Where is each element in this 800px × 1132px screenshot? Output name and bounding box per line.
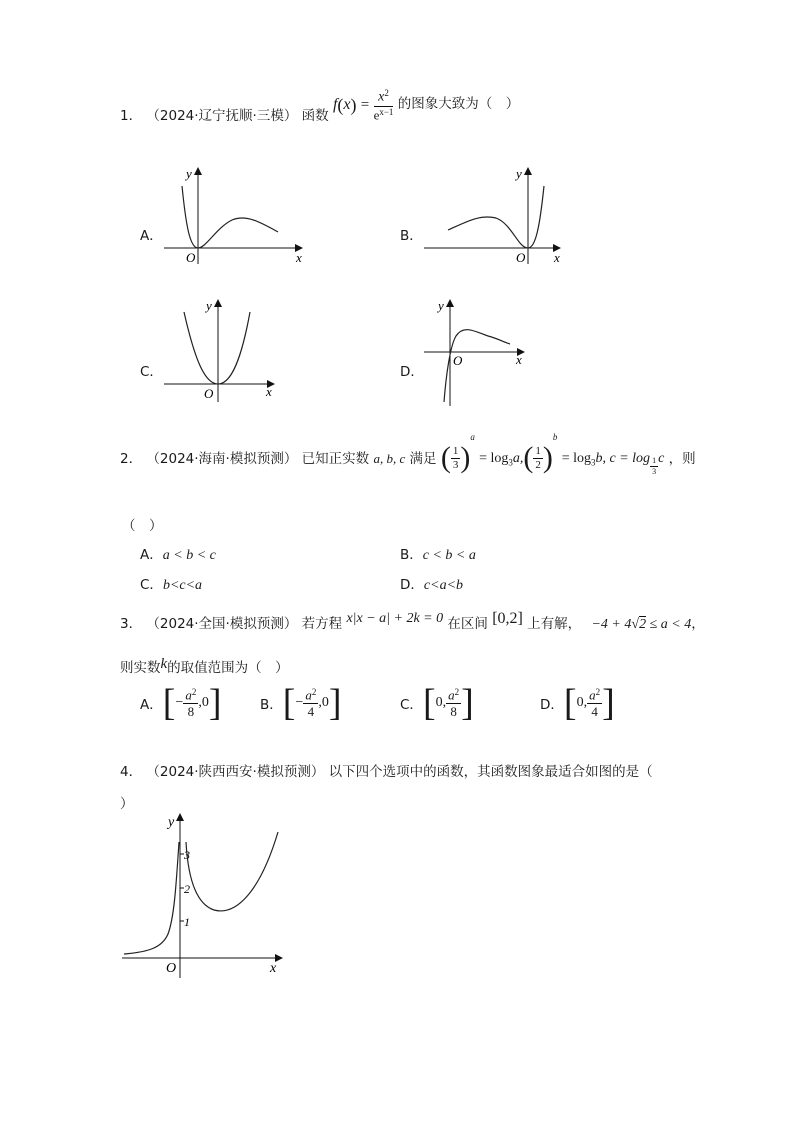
q2-f2-den: 2 <box>535 458 541 471</box>
q1-denom: e <box>373 107 380 123</box>
q3-option-a-right: ,0 <box>198 695 209 710</box>
q1-number: 1． <box>120 108 143 124</box>
q3-option-c: C．[0, $\frac{a^2}{8}$ ] <box>400 682 474 724</box>
q1b-x-label: x <box>554 250 560 265</box>
q1c-origin: O <box>204 386 214 401</box>
q2-eq1: = log <box>479 451 509 466</box>
q2-formula: ( $\frac{1}{3}$ )$^a = \log_3a$,( $\frac{1}{2}$ )$^b = \log_3b$, c = log $\frac{1}{3}$ c <box>440 432 665 476</box>
q4-tick-label-2: 2 <box>184 882 190 896</box>
q2-f1-den: 3 <box>452 458 459 471</box>
q1d-origin: O <box>453 353 463 368</box>
q1-numer-exp: 2 <box>384 87 389 98</box>
q3-option-c-left: 0, <box>435 695 447 710</box>
q1b-y-label: y <box>516 166 522 181</box>
q2-option-a <box>140 543 216 564</box>
q3-condition: −4 + 4√2 ≤ a < 4 <box>591 617 692 632</box>
q3-option-a-num: a <box>185 687 192 703</box>
q4-line2: ） <box>120 796 134 812</box>
q2-number: 2． <box>120 451 143 467</box>
q2-base2: 3 <box>591 457 596 468</box>
q1-numer: x <box>378 89 385 105</box>
q1-denom-exp: x−1 <box>379 106 394 117</box>
q3-pre: 若方程 <box>301 616 343 632</box>
q2-option-c-text: b<c<a <box>162 578 203 593</box>
q1b-origin: O <box>516 250 526 265</box>
q4-x-label: x <box>270 961 277 976</box>
q1-option-d-label: D． <box>400 364 424 380</box>
q2-option-d <box>400 573 463 594</box>
q2-option-d-label: D． <box>400 577 424 593</box>
q2-base3-den: 3 <box>652 467 657 476</box>
q3-option-a-den: 8 <box>187 703 195 719</box>
q1-fraction <box>374 89 394 121</box>
q3-condition-a: −4 + 4 <box>591 617 632 632</box>
q1-equals: = <box>360 97 370 113</box>
q3-option-a-exp: 2 <box>191 687 197 698</box>
q2-option-d-text: c<a<b <box>423 578 464 593</box>
q4-tick-label-1: 1 <box>184 915 190 929</box>
q1c-curve <box>184 312 250 384</box>
q4-source: （2024·陕西西安·模拟预测） <box>146 764 325 780</box>
q3-condition-b: ≤ a < 4 <box>646 617 692 632</box>
q2-option-b-text: c < b < a <box>422 548 476 563</box>
q1c-y-label: y <box>206 298 212 313</box>
q3-mid: 在区间 <box>447 616 488 632</box>
q1c-x-label: x <box>266 384 272 399</box>
q2-exp-a: a <box>470 432 475 442</box>
q1a-origin: O <box>186 250 196 265</box>
q3-option-c-den: 8 <box>450 703 457 719</box>
q3-mid2: 上有解， <box>527 616 582 632</box>
q3-option-b-den: 4 <box>307 703 315 719</box>
q3-option-d-left: 0, <box>576 695 588 710</box>
q1-graph-b <box>420 164 570 266</box>
q3-option-a-label: A． <box>140 697 163 713</box>
q2-eq2: = log <box>561 451 591 466</box>
q4-number: 4． <box>120 764 143 780</box>
q3-tail: ， <box>691 616 705 632</box>
q3-line <box>120 612 705 633</box>
q1d-y-label: y <box>438 298 444 313</box>
q2-option-a-text: a < b < c <box>162 548 216 563</box>
q2-pre: 已知正实数 <box>301 451 370 467</box>
q4-tick-label-3: 3 <box>184 848 190 862</box>
q1-f: f <box>332 96 338 113</box>
q1-line <box>120 87 520 144</box>
q2-exp-b: b <box>552 432 558 442</box>
q2-base1: 3 <box>508 457 513 468</box>
q3-option-d-num: a <box>589 687 596 703</box>
q2-mid: 满足 <box>409 451 437 467</box>
q2-option-b <box>400 543 476 564</box>
q3-option-c-label: C． <box>400 697 423 713</box>
q2-tail: ，则 <box>668 451 696 467</box>
q1-x: x <box>343 96 351 113</box>
q3-k: k <box>160 656 168 672</box>
q3-option-c-exp: 2 <box>454 687 460 698</box>
q3-option-b-label: B． <box>260 697 283 713</box>
q2-option-c-label: C． <box>140 577 163 593</box>
q1b-curve <box>448 186 544 248</box>
q2-base3-num: 1 <box>652 456 657 465</box>
q3-option-d: D．[0, $\frac{a^2}{4}$ ] <box>540 682 615 724</box>
q1-option-a-label: A． <box>140 228 163 244</box>
q4-curve-left <box>124 842 179 954</box>
q3-line2-pre: 则实数 <box>120 660 161 676</box>
q3-equation: x|x − a| + 2k = 0 <box>346 611 444 626</box>
q1-graph-c <box>160 296 290 406</box>
q2-vars: a, b, c <box>373 451 406 466</box>
q3-source: （2024·全国·模拟预测） <box>146 616 298 632</box>
q4-origin: O <box>166 961 177 976</box>
q3-option-a: A．[− $\frac{a^2}{8}$ ,0] <box>140 682 222 724</box>
q2-b-comma: b, c = log <box>595 451 651 466</box>
q1a-x-label: x <box>296 250 302 265</box>
q3-option-b-left: − <box>295 695 304 710</box>
q1-pre: 函数 <box>301 108 329 124</box>
q1-graph-a <box>160 164 310 266</box>
q3-option-b-right: ,0 <box>318 695 329 710</box>
q1-post: 的图象大致为（ ） <box>397 96 520 112</box>
q3-option-d-den: 4 <box>591 703 598 719</box>
q2-f1-num: 1 <box>452 444 459 457</box>
q3-option-a-left: − <box>175 695 184 710</box>
q2-option-a-label: A． <box>140 547 163 563</box>
q3-option-d-exp: 2 <box>595 687 601 698</box>
q4-y-label: y <box>168 815 175 830</box>
q1-graph-d <box>420 296 530 408</box>
q3-condition-sqrt: 2 <box>639 617 647 632</box>
q3-option-d-label: D． <box>540 697 564 713</box>
q1-formula: f(x) = $\frac{x^2}{e^{x-1}}$ <box>332 87 394 123</box>
q1a-curve <box>182 186 278 248</box>
q3-option-b-num: a <box>305 687 312 703</box>
q4-line <box>120 760 653 780</box>
q1-source: （2024·辽宁抚顺·三模） <box>146 108 298 124</box>
q3-interval: [0,2] <box>492 610 523 627</box>
q3-number: 3． <box>120 616 143 632</box>
q3-line2 <box>120 656 289 677</box>
q2-c-end: c <box>658 451 665 466</box>
q3-option-b-exp: 2 <box>311 687 317 698</box>
q4-curve-right <box>186 832 278 911</box>
q2-paren: （ ） <box>122 518 163 534</box>
q1-option-c-label: C． <box>140 364 163 380</box>
q3-option-b: B．[− $\frac{a^2}{4}$ ,0] <box>260 682 342 724</box>
q1a-y-label: y <box>186 166 192 181</box>
q3-option-c-num: a <box>448 687 455 703</box>
q1d-x-label: x <box>516 352 522 367</box>
q1-option-b-label: B． <box>400 228 423 244</box>
q2-f2-num: 1 <box>535 444 541 457</box>
q4-text: 以下四个选项中的函数，其函数图象最适合如图的是（ <box>328 764 653 780</box>
q2-a-comma: a, <box>512 451 524 466</box>
q3-line2-post: 的取值范围为（ ） <box>167 660 289 676</box>
q4-graph <box>118 808 290 980</box>
q2-line <box>120 432 696 492</box>
q2-source: （2024·海南·模拟预测） <box>146 451 298 467</box>
q2-option-c <box>140 573 202 594</box>
q2-option-b-label: B． <box>400 547 423 563</box>
